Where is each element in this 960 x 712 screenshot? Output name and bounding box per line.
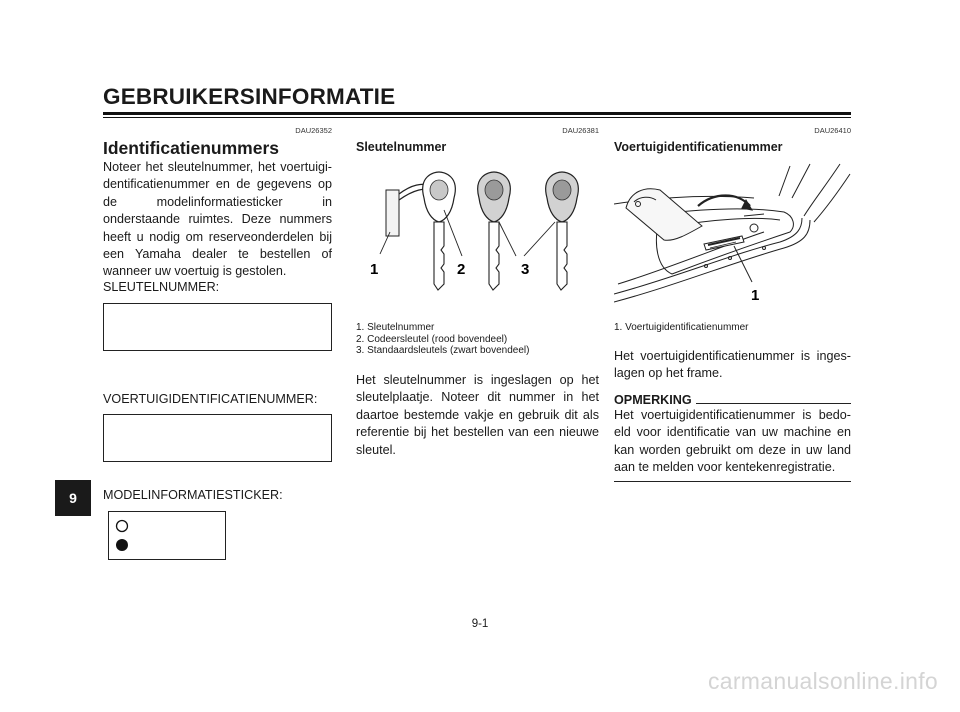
note-box bbox=[614, 393, 851, 482]
key-number-label: SLEUTELNUMMER: bbox=[103, 280, 220, 294]
note-title: OPMERKING bbox=[614, 393, 692, 407]
vin-label: VOERTUIGIDENTIFICATIENUMMER: bbox=[103, 392, 318, 406]
right-column bbox=[614, 126, 851, 154]
note-text: Het voertuigidentificatienummer is bedo-eld voor identificatie van uw machine en kan worden gebruikt om deze in uw land aan te melden voor kentekenregistratie. bbox=[614, 408, 851, 475]
section-heading: Identificatienummers bbox=[103, 138, 280, 158]
key-captions bbox=[356, 322, 599, 357]
vin-box bbox=[103, 414, 332, 462]
model-sticker-box bbox=[108, 511, 226, 560]
section-code: DAU26410 bbox=[814, 126, 851, 135]
note-rule-bottom bbox=[614, 481, 851, 482]
filled-circle-icon bbox=[116, 539, 128, 551]
callout-3: 3 bbox=[521, 261, 530, 278]
section-code: DAU26352 bbox=[295, 126, 332, 135]
section-heading: Sleutelnummer bbox=[356, 140, 447, 154]
page-header: GEBRUIKERSINFORMATIE bbox=[103, 84, 396, 109]
keys-illustration bbox=[356, 160, 599, 320]
header-rule bbox=[103, 112, 851, 115]
page-number: 9-1 bbox=[471, 618, 489, 630]
watermark: carmanualsonline.info bbox=[707, 668, 938, 694]
callout-2: 2 bbox=[457, 261, 466, 278]
standard-key bbox=[546, 172, 579, 290]
key-number-text: Het sleutelnummer is ingeslagen op het sleutelplaatje. Noteer dit nummer in het daartoe bestemde vakje en gebruik dit als referentie bij het bestellen van een nieuwe sleutel. bbox=[356, 373, 599, 457]
sticker-symbols bbox=[109, 512, 227, 561]
key-number-box bbox=[103, 303, 332, 351]
left-column bbox=[103, 126, 332, 281]
callout-1: 1 bbox=[370, 261, 379, 278]
vin-text: Het voertuigidentificatienummer is inges-lagen op het frame. bbox=[614, 349, 851, 381]
intro-text: Noteer het sleutelnummer, het voertuigi-dentificatienummer en de gegevens op de modelinformatiesticker in onderstaande ruimtes. Deze nummers heeft u nodig om reserveonderdelen bij een Yamaha dealer te bestellen of wanneer uw voertuig is gestolen. bbox=[103, 160, 332, 279]
standard-key bbox=[478, 172, 511, 290]
chapter-tab: 9 bbox=[55, 480, 91, 516]
note-rule-top bbox=[696, 403, 851, 404]
open-circle-icon bbox=[117, 521, 128, 532]
caption-item: 1. Voertuigidentificatienummer bbox=[614, 322, 749, 333]
model-sticker-label: MODELINFORMATIESTICKER: bbox=[103, 488, 283, 502]
callout-1: 1 bbox=[751, 287, 760, 304]
caption-item: 3. Standaardsleutels (zwart bovendeel) bbox=[356, 345, 530, 356]
section-code: DAU26381 bbox=[562, 126, 599, 135]
header-rule-thin bbox=[103, 117, 851, 118]
caption-item: 1. Sleutelnummer bbox=[356, 322, 435, 333]
caption-item: 2. Codeersleutel (rood bovendeel) bbox=[356, 333, 508, 345]
section-heading: Voertuigidentificatienummer bbox=[614, 140, 783, 154]
code-key bbox=[423, 172, 456, 290]
middle-column bbox=[356, 126, 599, 154]
frame-illustration bbox=[614, 156, 854, 316]
